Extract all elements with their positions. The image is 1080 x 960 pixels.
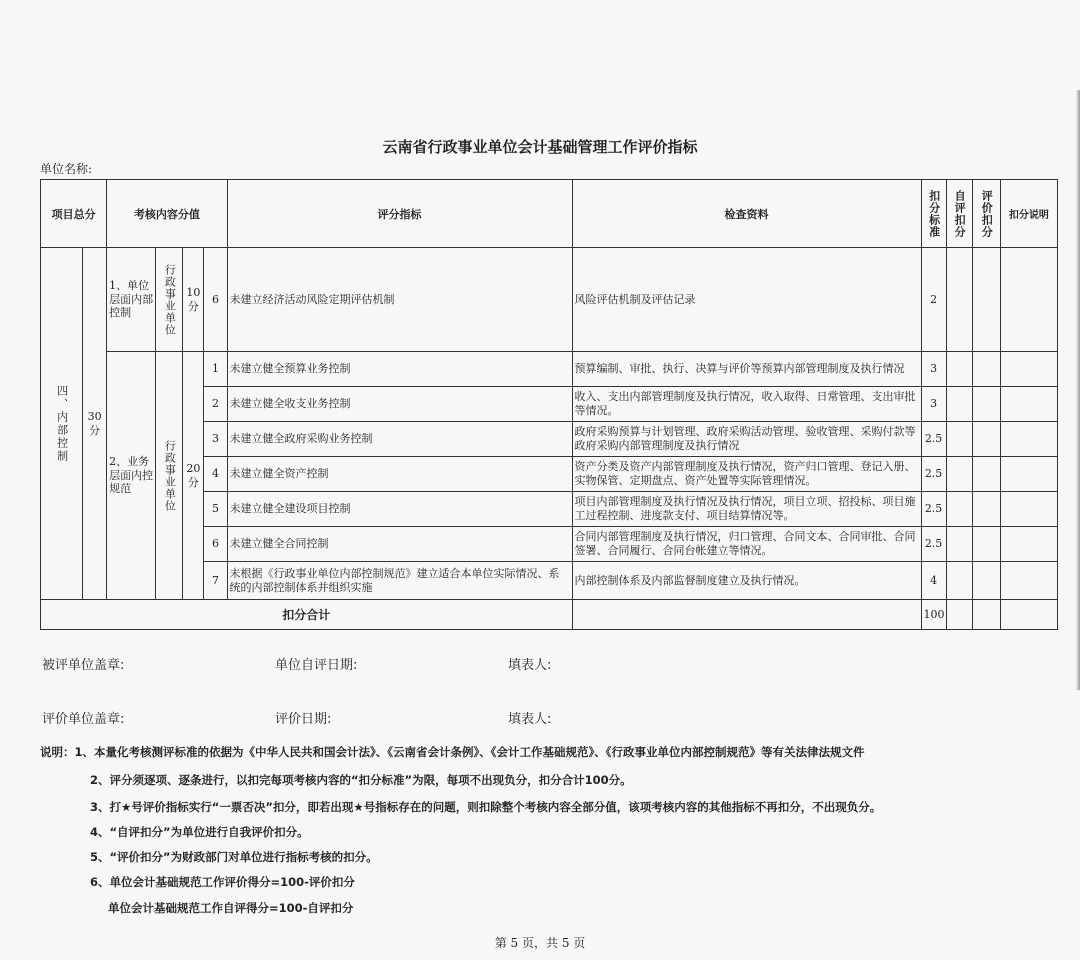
- table-header-row: [41, 180, 1058, 248]
- evaluated-unit-stamp-label: 被评单位盖章:: [42, 658, 125, 673]
- row-indicator: 未建立健全建设项目控制: [227, 492, 572, 527]
- row-deduct-note-cell[interactable]: [1000, 352, 1057, 387]
- row-number: 1: [204, 352, 227, 387]
- row-eval-deduct-cell[interactable]: [972, 457, 1000, 492]
- row-material: 收入、支出内部管理制度及执行情况，收入取得、日常管理、支出审批等情况。: [572, 387, 921, 422]
- total-row: [41, 600, 1058, 630]
- row-deduct-standard: 4: [921, 562, 946, 600]
- row-deduct-note-cell[interactable]: [1000, 422, 1057, 457]
- group2-name: 2、业务层面内控规范: [107, 352, 156, 600]
- row-self-deduct-cell[interactable]: [946, 492, 972, 527]
- row-deduct-standard: 3: [921, 352, 946, 387]
- unit-name-label: 单位名称:: [40, 162, 93, 176]
- note-line: 4、“自评扣分”为单位进行自我评价扣分。: [90, 825, 309, 839]
- row-deduct-standard: 2.5: [921, 527, 946, 562]
- row-eval-deduct-cell[interactable]: [972, 527, 1000, 562]
- row-material: 合同内部管理制度及执行情况，归口管理、合同文本、合同审批、合同签署、合同履行、合同台帐建立等情况。: [572, 527, 921, 562]
- row-deduct-note-cell[interactable]: [1000, 562, 1057, 600]
- row-deduct-standard: 2.5: [921, 492, 946, 527]
- row-deduct-note-cell[interactable]: [1000, 248, 1057, 352]
- row-number: 4: [204, 457, 227, 492]
- group1-score: 10分: [183, 248, 204, 352]
- row-material: 资产分类及资产内部管理制度及执行情况，资产归口管理、登记入册、实物保管、定期盘点、资产处置等实际管理情况。: [572, 457, 921, 492]
- header-content-score: 考核内容分值: [107, 180, 227, 248]
- row-material: 风险评估机制及评估记录: [572, 248, 921, 352]
- total-value: 100: [921, 600, 946, 630]
- row-eval-deduct-cell[interactable]: [972, 248, 1000, 352]
- header-eval-deduct: 评价扣分: [980, 189, 994, 238]
- header-project-score: 项目总分: [41, 180, 107, 248]
- row-eval-deduct-cell[interactable]: [972, 492, 1000, 527]
- note-line: 5、“评价扣分”为财政部门对单位进行指标考核的扣分。: [90, 850, 378, 864]
- eval-date-label: 评价日期:: [275, 712, 332, 727]
- row-self-deduct-cell[interactable]: [946, 387, 972, 422]
- row-indicator: 未建立健全资产控制: [227, 457, 572, 492]
- filler-label: 填表人:: [508, 658, 552, 673]
- row-self-deduct-cell[interactable]: [946, 457, 972, 492]
- header-deduct-standard: 扣分标准: [927, 189, 941, 238]
- header-check-material: 检查资料: [572, 180, 921, 248]
- note-line: 说明：1、本量化考核测评标准的依据为《中华人民共和国会计法》、《云南省会计条例》、《会计工作基础规范》、《行政事业单位内部控制规范》等有关法律法规文件: [40, 745, 865, 759]
- header-self-deduct: 自评扣分: [953, 189, 967, 238]
- row-indicator: 未建立健全预算业务控制: [227, 352, 572, 387]
- note-line: 单位会计基础规范工作自评得分=100-自评扣分: [108, 901, 354, 915]
- note-line: 3、打★号评价指标实行“一票否决”扣分，即若出现★号指标存在的问题，则扣除整个考核内容全部分值，该项考核内容的其他指标不再扣分，不出现负分。: [90, 800, 882, 814]
- table-row: [41, 352, 1058, 387]
- row-self-deduct-cell[interactable]: [946, 527, 972, 562]
- row-deduct-standard: 2.5: [921, 457, 946, 492]
- row-material: 项目内部管理制度及执行情况及执行情况，项目立项、招投标、项目施工过程控制、进度款支付、项目结算情况等。: [572, 492, 921, 527]
- row-deduct-standard: 3: [921, 387, 946, 422]
- page-footer: 第 5 页，共 5 页: [494, 936, 586, 950]
- group2-type: 行政事业单位: [163, 439, 177, 512]
- group2-score: 20分: [183, 352, 204, 600]
- row-self-deduct-cell[interactable]: [946, 248, 972, 352]
- row-indicator: 未建立健全政府采购业务控制: [227, 422, 572, 457]
- row-indicator: 未建立经济活动风险定期评估机制: [227, 248, 572, 352]
- evaluation-table: [40, 179, 1058, 630]
- total-eval-deduct-cell[interactable]: [972, 600, 1000, 630]
- row-deduct-note-cell[interactable]: [1000, 492, 1057, 527]
- filler-label: 填表人:: [508, 712, 552, 727]
- row-self-deduct-cell[interactable]: [946, 562, 972, 600]
- section-score: 30分: [83, 248, 107, 600]
- row-self-deduct-cell[interactable]: [946, 422, 972, 457]
- row-indicator: 未建立健全收支业务控制: [227, 387, 572, 422]
- row-eval-deduct-cell[interactable]: [972, 422, 1000, 457]
- group1-type: 行政事业单位: [163, 263, 177, 336]
- section-name: 四、内部控制: [55, 384, 69, 463]
- row-number: 5: [204, 492, 227, 527]
- group1-name: 1、单位层面内部控制: [107, 248, 156, 352]
- note-line: 6、单位会计基础规范工作评价得分=100-评价扣分: [90, 875, 355, 889]
- self-eval-date-label: 单位自评日期:: [275, 658, 358, 673]
- row-material: 预算编制、审批、执行、决算与评价等预算内部管理制度及执行情况: [572, 352, 921, 387]
- header-indicator: 评分指标: [227, 180, 572, 248]
- row-eval-deduct-cell[interactable]: [972, 352, 1000, 387]
- row-indicator: 未建立健全合同控制: [227, 527, 572, 562]
- total-label: 扣分合计: [41, 600, 573, 630]
- row-deduct-note-cell[interactable]: [1000, 527, 1057, 562]
- note-line: 2、评分须逐项、逐条进行，以扣完每项考核内容的“扣分标准”为限，每项不出现负分，扣分合计100分。: [90, 773, 632, 787]
- row-self-deduct-cell[interactable]: [946, 352, 972, 387]
- row-number: 6: [204, 248, 227, 352]
- total-deduct-note-cell[interactable]: [1000, 600, 1057, 630]
- total-material-cell: [572, 600, 921, 630]
- row-number: 3: [204, 422, 227, 457]
- page-title: 云南省行政事业单位会计基础管理工作评价指标: [382, 138, 698, 156]
- row-number: 7: [204, 562, 227, 600]
- row-deduct-standard: 2: [921, 248, 946, 352]
- total-self-deduct-cell[interactable]: [946, 600, 972, 630]
- row-number: 2: [204, 387, 227, 422]
- row-deduct-note-cell[interactable]: [1000, 387, 1057, 422]
- row-number: 6: [204, 527, 227, 562]
- row-indicator: 未根据《行政事业单位内部控制规范》建立适合本单位实际情况、系统的内部控制体系并组织实施: [227, 562, 572, 600]
- row-material: 政府采购预算与计划管理、政府采购活动管理、验收管理、采购付款等政府采购内部管理制度及执行情况: [572, 422, 921, 457]
- evaluating-unit-stamp-label: 评价单位盖章:: [42, 712, 125, 727]
- row-deduct-standard: 2.5: [921, 422, 946, 457]
- table-row: [41, 248, 1058, 352]
- header-deduct-note: 扣分说明: [1000, 180, 1057, 248]
- row-deduct-note-cell[interactable]: [1000, 457, 1057, 492]
- row-material: 内部控制体系及内部监督制度建立及执行情况。: [572, 562, 921, 600]
- row-eval-deduct-cell[interactable]: [972, 387, 1000, 422]
- row-eval-deduct-cell[interactable]: [972, 562, 1000, 600]
- page-edge-shadow: [1076, 90, 1080, 690]
